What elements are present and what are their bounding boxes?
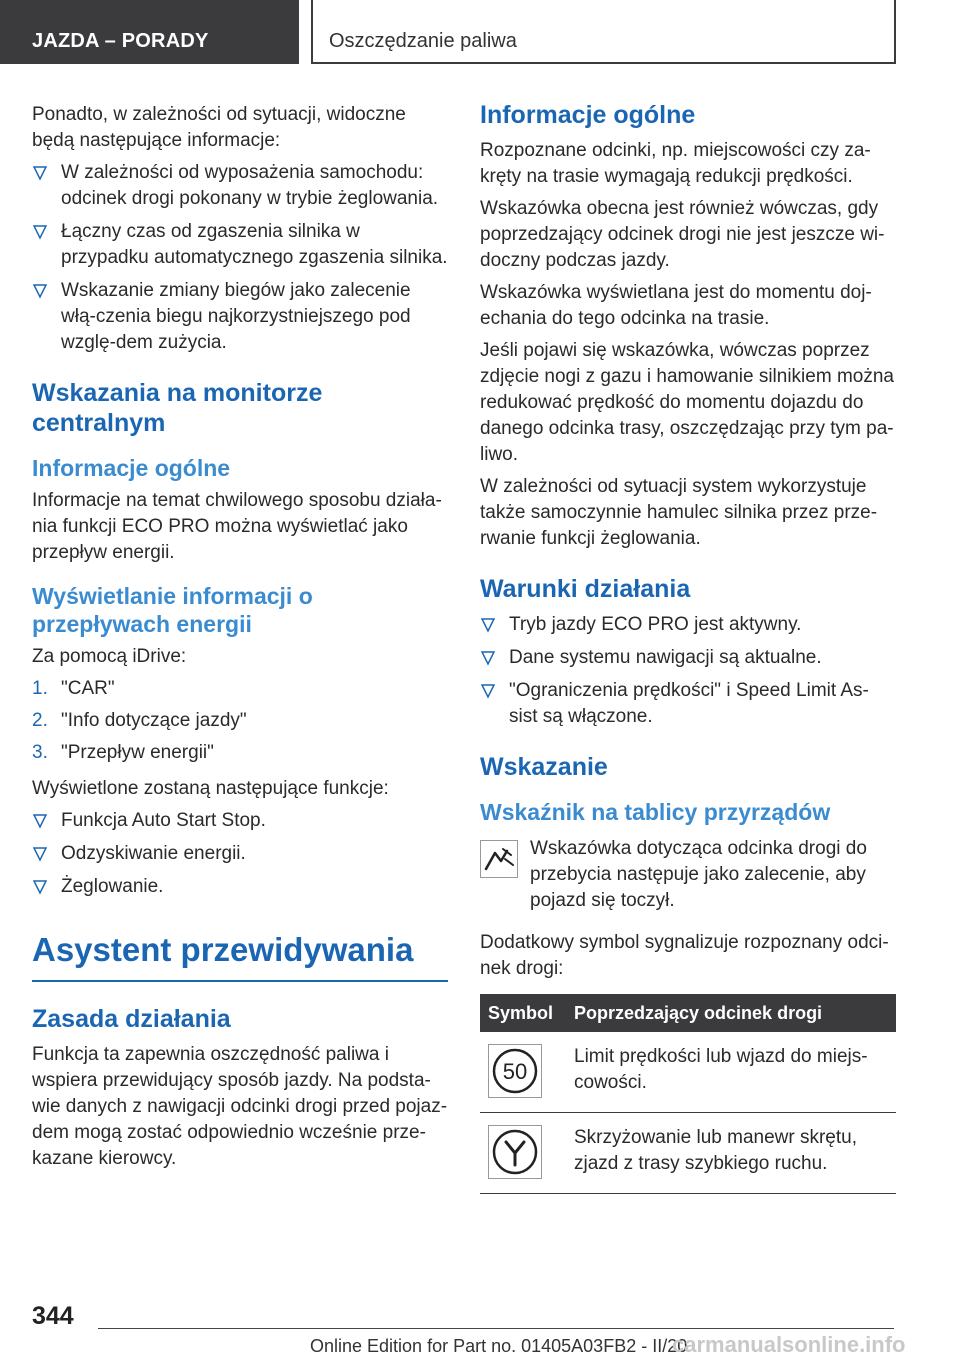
list-item bbox=[480, 645, 896, 671]
speed-limit-value: 50 bbox=[502, 1059, 528, 1084]
info-paragraph: Informacje na temat chwilowego sposobu działa‐nia funkcji ECO PRO można wyświetlać jako przepływ energii. bbox=[32, 490, 442, 563]
triangle-bullet-icon bbox=[33, 846, 47, 862]
extra-symbol-paragraph: Dodatkowy symbol sygnalizuje rozpoznany odci‐nek drogi: bbox=[480, 932, 889, 979]
functions-list bbox=[32, 808, 448, 900]
intro-list bbox=[32, 160, 448, 356]
list-item bbox=[32, 160, 448, 212]
coasting-foot-icon bbox=[480, 840, 518, 878]
edition-text: Online Edition for Part no. 01405A03FB2 - II/20 bbox=[310, 1336, 688, 1356]
chapter-title: Oszczędzanie paliwa bbox=[311, 0, 896, 64]
heading-cluster: Wskaźnik na tablicy przyrządów bbox=[480, 799, 831, 825]
step-number: 1. bbox=[32, 678, 48, 699]
footer-divider bbox=[98, 1328, 894, 1329]
paragraph: W zależności od sytuacji system wykorzystuje także samoczynnie hamulec silnika przez prze‐rwanie funkcji żeglowania. bbox=[480, 476, 878, 549]
symbol-table bbox=[480, 994, 896, 1194]
left-column bbox=[32, 102, 448, 1178]
list-item bbox=[480, 612, 896, 638]
paragraph: Rozpoznane odcinki, np. miejscowości czy za‐kręty na trasie wymagają redukcji prędkości. bbox=[480, 140, 871, 187]
list-item bbox=[32, 841, 448, 867]
step-number: 2. bbox=[32, 710, 48, 731]
list-item-text: Tryb jazdy ECO PRO jest aktywny. bbox=[509, 614, 802, 635]
row-description: Skrzyżowanie lub manewr skrętu, zjazd z trasy szybkiego ruchu. bbox=[566, 1113, 896, 1194]
list-item-text: Dane systemu nawigacji są aktualne. bbox=[509, 647, 822, 668]
list-item-text: Łączny czas od zgaszenia silnika w przypadku automatycznego zgaszenia silnika. bbox=[61, 221, 448, 268]
heading-assistant: Asystent przewidywania bbox=[32, 930, 448, 982]
list-item bbox=[32, 278, 448, 356]
table-header-row bbox=[480, 994, 896, 1032]
list-item-text: Funkcja Auto Start Stop. bbox=[61, 810, 266, 831]
row-description: Limit prędkości lub wjazd do miejs‐cowości. bbox=[566, 1032, 896, 1113]
heading-conditions: Warunki działania bbox=[480, 575, 691, 603]
watermark: carmanualsonline.info bbox=[672, 1332, 906, 1357]
table-row bbox=[480, 1032, 896, 1113]
list-item-text: Żeglowanie. bbox=[61, 876, 164, 897]
heading-display-energy: Wyświetlanie informacji o przepływach energii bbox=[32, 583, 313, 637]
step-text: "CAR" bbox=[61, 678, 115, 699]
triangle-bullet-icon bbox=[481, 683, 495, 699]
triangle-bullet-icon bbox=[33, 224, 47, 240]
heading-general-info: Informacje ogólne bbox=[480, 101, 696, 129]
list-item-text: W zależności od wyposażenia samochodu: odcinek drogi pokonany w trybie żeglowania. bbox=[61, 162, 439, 209]
step-text: "Przepływ energii" bbox=[61, 742, 214, 763]
list-item bbox=[32, 874, 448, 900]
paragraph: Jeśli pojawi się wskazówka, wówczas poprzez zdjęcie nogi z gazu i hamowanie silnikiem można redukować prędkość do momentu dojazdu do danego odcinka trasy, oszczędzając przy tym pa‐liwo. bbox=[480, 340, 894, 465]
idrive-paragraph: Za pomocą iDrive: bbox=[32, 646, 187, 667]
header-section: Poprzedzający odcinek drogi bbox=[566, 994, 896, 1032]
step-number: 3. bbox=[32, 742, 48, 763]
list-item bbox=[32, 808, 448, 834]
cluster-indicator bbox=[480, 836, 896, 914]
triangle-bullet-icon bbox=[33, 879, 47, 895]
junction-icon bbox=[488, 1125, 542, 1179]
steps-list bbox=[32, 676, 448, 766]
triangle-bullet-icon bbox=[33, 813, 47, 829]
section-tab: JAZDA – PORADY bbox=[0, 0, 299, 64]
list-item bbox=[32, 219, 448, 271]
header-symbol: Symbol bbox=[480, 994, 566, 1032]
step-item bbox=[32, 676, 448, 702]
list-item bbox=[480, 678, 896, 730]
triangle-bullet-icon bbox=[481, 617, 495, 633]
right-column bbox=[480, 100, 896, 1194]
heading-display: Wskazanie bbox=[480, 753, 608, 781]
paragraph: Wskazówka wyświetlana jest do momentu doj‐echania do tego odcinka na trasie. bbox=[480, 282, 872, 329]
table-row bbox=[480, 1113, 896, 1194]
step-item bbox=[32, 708, 448, 734]
list-item-text: "Ograniczenia prędkości" i Speed Limit As‐sist są włączone. bbox=[509, 680, 869, 727]
list-item-text: Odzyskiwanie energii. bbox=[61, 843, 246, 864]
triangle-bullet-icon bbox=[481, 650, 495, 666]
step-text: "Info dotyczące jazdy" bbox=[61, 710, 247, 731]
heading-info: Informacje ogólne bbox=[32, 455, 231, 481]
cluster-text: Wskazówka dotycząca odcinka drogi do przebycia następuje jako zalecenie, aby pojazd się toczył. bbox=[530, 838, 867, 911]
heading-principle: Zasada działania bbox=[32, 1005, 231, 1033]
principle-paragraph: Funkcja ta zapewnia oszczędność paliwa i wspiera przewidujący sposób jazdy. Na podsta‐wie danych z nawigacji odcinki drogi przed pojaz‐dem mogą zostać odpowiednio wcześnie prze‐kazane kierowcy. bbox=[32, 1044, 448, 1169]
paragraph: Wskazówka obecna jest również wówczas, gdy poprzedzający odcinek drogi nie jest jeszcze wi‐doczny podczas jazdy. bbox=[480, 198, 885, 271]
page-header bbox=[0, 0, 960, 66]
speed-limit-icon bbox=[488, 1044, 542, 1098]
triangle-bullet-icon bbox=[33, 283, 47, 299]
functions-intro: Wyświetlone zostaną następujące funkcje: bbox=[32, 778, 389, 799]
triangle-bullet-icon bbox=[33, 165, 47, 181]
step-item bbox=[32, 740, 448, 766]
conditions-list bbox=[480, 612, 896, 730]
intro-paragraph: Ponadto, w zależności od sytuacji, widoczne będą następujące informacje: bbox=[32, 104, 406, 151]
heading-monitor: Wskazania na monitorze centralnym bbox=[32, 379, 323, 437]
list-item-text: Wskazanie zmiany biegów jako zalecenie włą‐czenia biegu najkorzystniejszego pod wzglę‐dem zużycia. bbox=[61, 280, 411, 353]
page-number: 344 bbox=[32, 1302, 74, 1330]
